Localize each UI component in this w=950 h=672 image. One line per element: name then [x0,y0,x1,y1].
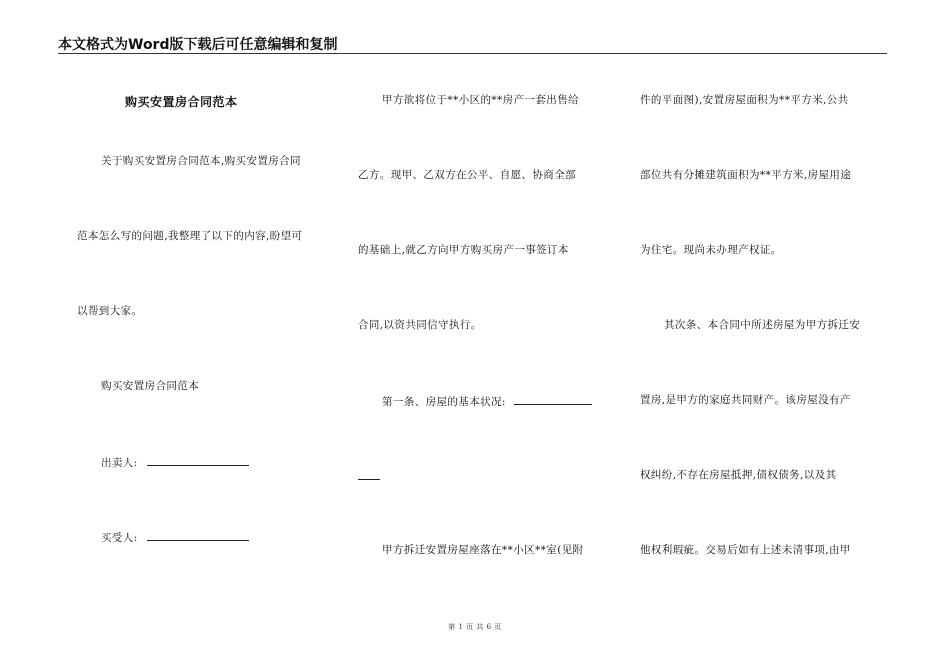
buyer-field-row [101,529,249,545]
article-1-row [382,393,592,409]
clause-intro-line-2: 乙方。现甲、乙双方在公平、自愿、协商全部 [358,169,576,181]
clause-intro-line-4: 合同,以资共同信守执行。 [358,319,482,331]
article-2-line-1: 其次条、本合同中所述房屋为甲方拆迁安 [664,319,861,331]
text-column-3 [640,0,880,620]
seller-blank-line [147,454,249,466]
text-column-2 [358,0,608,620]
buyer-label: 买受人: [101,532,138,544]
article-1-text-line: 甲方拆迁安置房屋座落在**小区**室(见附 [382,544,584,556]
article-2-line-2: 置房,是甲方的家庭共同财产。该房屋没有产 [640,394,851,406]
document-header-banner: 本文格式为Word版下载后可任意编辑和复制 [58,37,338,53]
intro-paragraph-line-2: 范本怎么写的问题,我整理了以下的内容,盼望可 [77,230,303,242]
seller-label: 出卖人: [101,457,138,469]
article-1-continued-line-1: 件的平面图),安置房屋面积为**平方米,公共 [640,94,849,106]
page-number-footer: 第 1 页 共 6 页 [448,623,502,631]
buyer-blank-line [147,529,249,541]
seller-field-row [101,454,249,470]
article-1-blank-line-2 [358,468,380,480]
article-1-heading: 第一条、房屋的基本状况: [382,396,506,408]
article-1-blank-continuation [358,468,380,484]
article-1-continued-line-2: 部位共有分摊建筑面积为**平方米,房屋用途 [640,169,852,181]
clause-intro-line-3: 的基础上,就乙方向甲方购买房产一事签订本 [358,244,569,256]
article-2-line-4: 他权利瑕疵。交易后如有上述未清事项,由甲 [640,544,851,556]
intro-paragraph-line-3: 以帮到大家。 [77,305,143,317]
contract-subtitle: 购买安置房合同范本 [101,380,200,392]
article-1-continued-line-3: 为住宅。现尚未办理产权证。 [640,244,782,256]
document-title: 购买安置房合同范本 [125,95,238,109]
text-column-1 [77,0,325,620]
article-2-line-3: 权纠纷,不存在房屋抵押,债权债务,以及其 [640,469,837,481]
intro-paragraph-line-1: 关于购买安置房合同范本,购买安置房合同 [101,155,301,167]
article-1-blank-line [514,393,592,405]
clause-intro-line-1: 甲方欲将位于**小区的**房产一套出售给 [382,94,579,106]
